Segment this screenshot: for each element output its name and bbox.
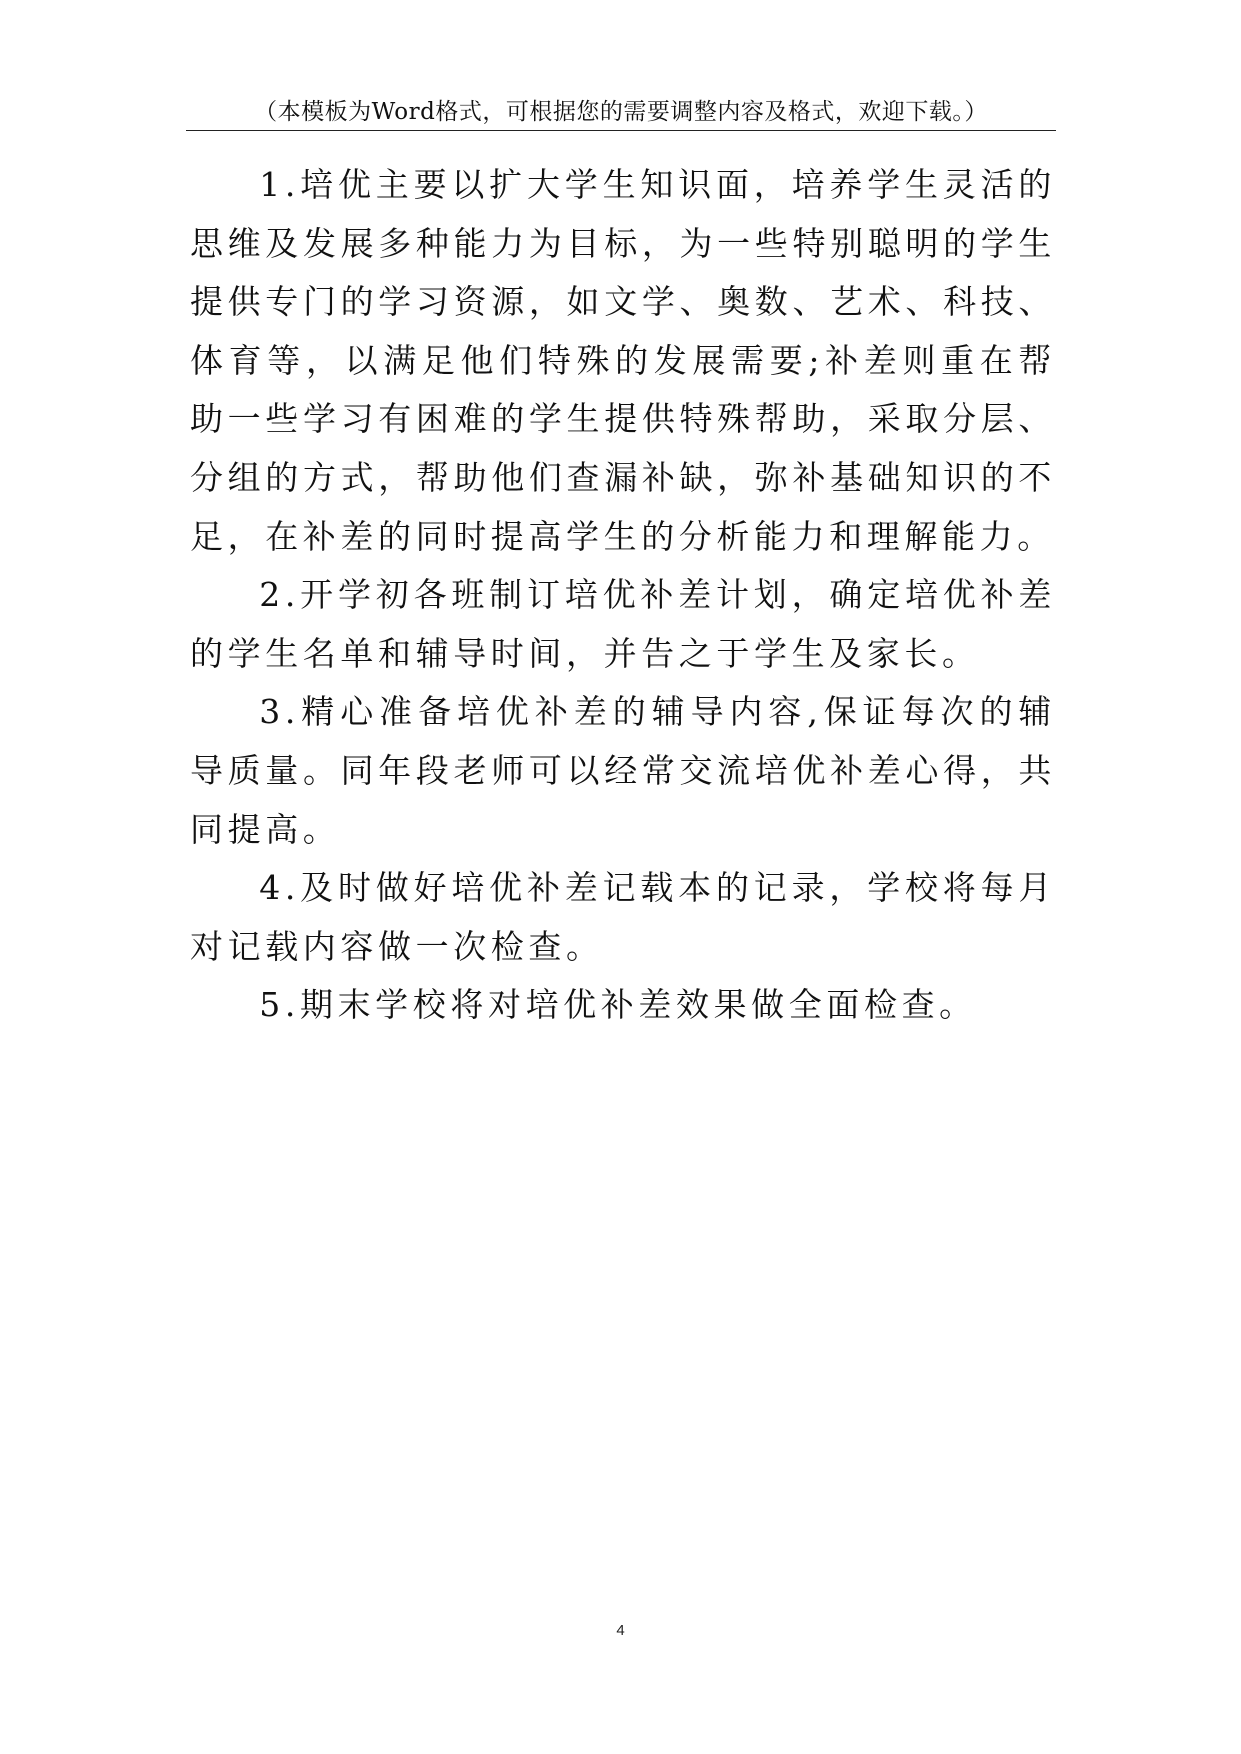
page-number: 4 (616, 1622, 625, 1639)
paragraph-item-2: 2.开学初各班制订培优补差计划，确定培优补差的学生名单和辅导时间，并告之于学生及家长。 (190, 575, 1056, 673)
paragraph-item-3: 3.精心准备培优补差的辅导内容,保证每次的辅导质量。同年段老师可以经常交流培优补差心得，共同提高。 (190, 692, 1056, 849)
header-divider (186, 130, 1056, 131)
paragraph-item-1: 1.培优主要以扩大学生知识面，培养学生灵活的思维及发展多种能力为目标，为一些特别聪明的学生提供专门的学习资源，如文学、奥数、艺术、科技、体育等，以满足他们特殊的发展需要;补差则重在帮助一些学习有困难的学生提供特殊帮助，采取分层、分组的方式，帮助他们查漏补缺，弥补基础知识的不足，在补差的同时提高学生的分析能力和理解能力。 (190, 165, 1056, 556)
paragraph-item-5: 5.期末学校将对培优补差效果做全面检查。 (259, 985, 977, 1025)
template-note-header: （本模板为Word格式，可根据您的需要调整内容及格式，欢迎下载。） (254, 99, 988, 125)
document-body (190, 156, 1056, 1035)
paragraph-item-4: 4.及时做好培优补差记载本的记录，学校将每月对记载内容做一次检查。 (190, 868, 1056, 966)
